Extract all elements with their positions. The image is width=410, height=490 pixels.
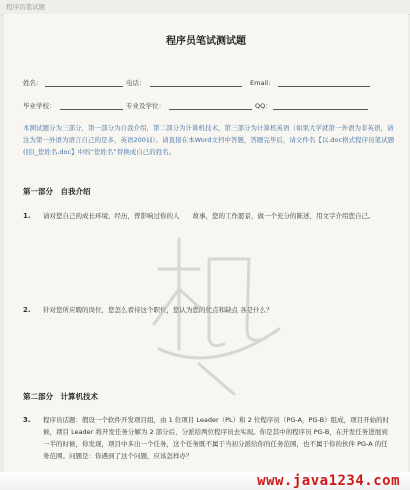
name-field[interactable]	[45, 78, 123, 87]
question-text: 针对您所应聘的岗位，您怎么看待这个职位，您认为您的优点和缺点 各是什么？	[43, 306, 273, 314]
section-heading-part1: 第一部分 自我介绍	[23, 187, 91, 196]
question-number: 2.	[23, 306, 31, 314]
site-watermark-bar	[0, 472, 410, 490]
document-page	[4, 14, 408, 490]
major-field[interactable]	[169, 101, 252, 110]
question-text: 程序员话题：假设一个软件开发项目组，由 1 位项目 Leader（PL）和 2 位程序员（PG-A，PG-B）组成，项目开始的时候，项目 Leader 将开发任务分解为 2 部分后，分派给两位程序员去实现。你是其中的程序员 PG-B，在开发任务进展到一半的时候，你发现，项目中多出一个任务，这个任务既不属于当初分派给你的任务范围，也不属于你的伙伴 PG-A 的任务范围。问题是：你遇到了这个问题，应该怎样办？	[43, 416, 390, 460]
document-tab[interactable]	[0, 0, 410, 15]
email-field[interactable]	[278, 78, 370, 87]
document-tab-label: 程序员笔试题	[6, 3, 45, 11]
question-number: 1.	[23, 212, 31, 220]
name-label: 姓名：	[23, 79, 43, 87]
phone-field[interactable]	[150, 78, 242, 87]
question-number: 3.	[23, 416, 31, 424]
school-label: 毕业学校：	[23, 102, 56, 110]
question-text: 请对您自己的成长环境、经历，曾影响过你的人 故事，您的工作愿景，做一个充分的陈述，用文字介绍您自己。	[43, 212, 375, 220]
site-url: www.java1234.com	[257, 473, 400, 489]
major-label: 专业及学位：	[126, 102, 165, 110]
page-title: 程序员笔试测试题	[166, 36, 246, 47]
qq-label: QQ：	[255, 102, 272, 110]
school-field[interactable]	[60, 101, 123, 110]
email-label: Email：	[250, 79, 275, 87]
phone-label: 电话：	[126, 79, 146, 87]
instructions-note: 本测试题分为三部分，第一部分为自我介绍，第二部分为计算机技术，第三部分为计算机英语（如果大学就第一外语为非英语，请注为第一外语为语言自己的是多，英语200词）。请直接在本Word文档中答题，答题完毕后，请文件名【以.doc格式程序员笔试题(回)_您姓名.doc】中的“您姓名”替换成自己的姓名。	[23, 124, 395, 156]
section-heading-part2: 第二部分 计算机技术	[23, 392, 98, 401]
confidential-watermark	[139, 199, 289, 399]
qq-field[interactable]	[273, 101, 368, 110]
question-3	[23, 414, 395, 476]
